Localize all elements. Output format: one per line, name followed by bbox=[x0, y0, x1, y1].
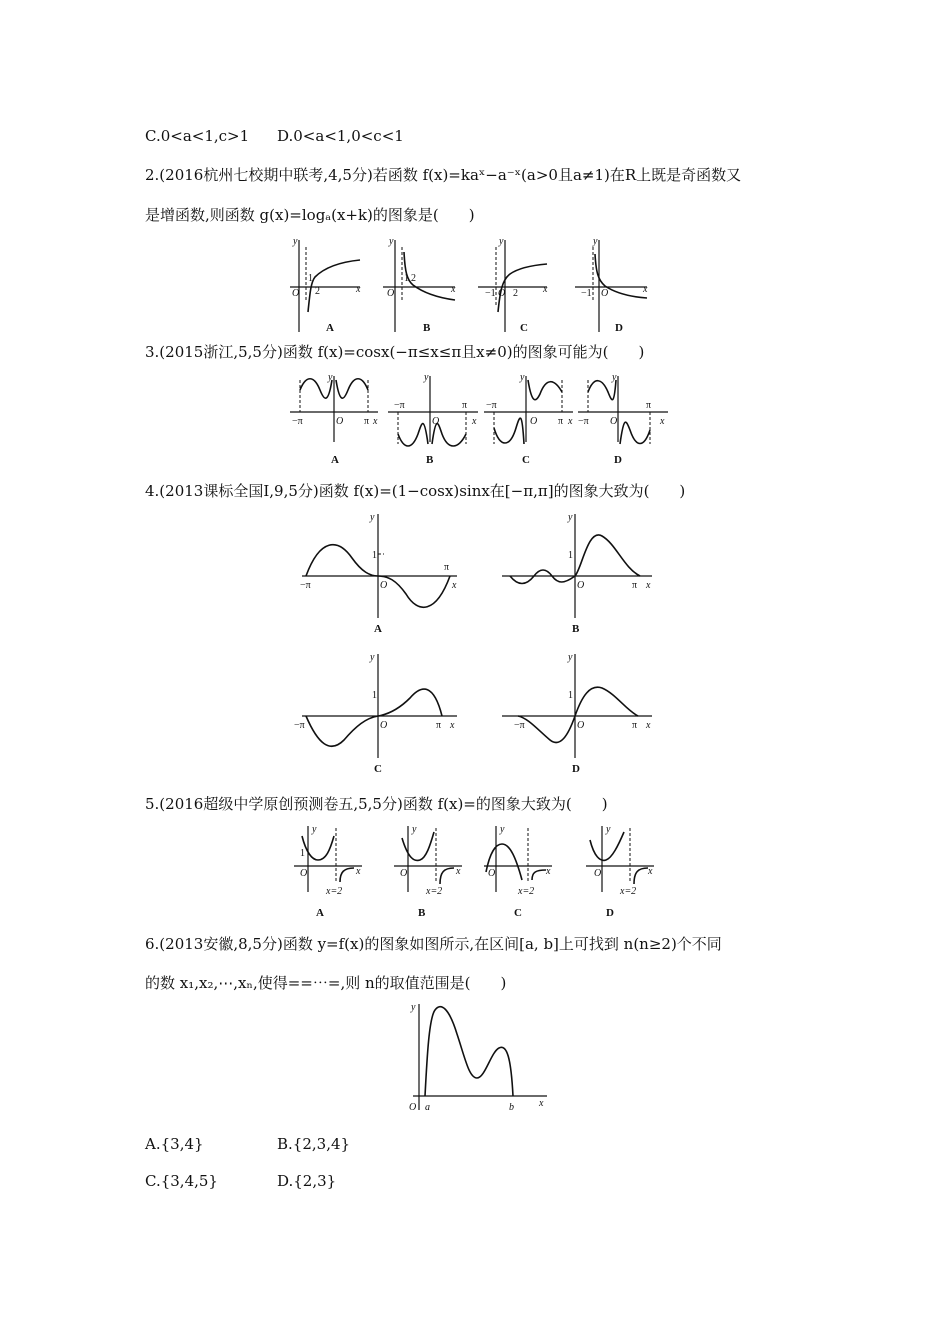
svg-text:x: x bbox=[472, 416, 477, 427]
svg-text:−π: −π bbox=[300, 580, 311, 591]
q1-option-d: D.0<a<1,0<c<1 bbox=[277, 127, 404, 145]
q2-label-a: A bbox=[326, 322, 334, 334]
q4-label-c: C bbox=[374, 763, 382, 775]
svg-text:π: π bbox=[444, 562, 450, 573]
q2-label-d: D bbox=[615, 322, 623, 334]
q4-stem-line1: 4.(2013课标全国Ⅰ,9,5分)函数 f(x)=(1−cosx)sinx在[−π,π]的图象大致为( ) bbox=[145, 482, 686, 500]
svg-text:y: y bbox=[500, 824, 505, 835]
q3-figure bbox=[288, 370, 668, 468]
q3-label-b: B bbox=[426, 454, 434, 466]
svg-text:O: O bbox=[577, 580, 585, 591]
q6-figure bbox=[405, 998, 555, 1118]
svg-text:y: y bbox=[370, 512, 375, 523]
q6-option-a: A.{3,4} bbox=[145, 1135, 204, 1153]
q4-graph-a bbox=[300, 512, 457, 635]
svg-text:1: 1 bbox=[372, 550, 377, 561]
svg-text:O: O bbox=[577, 720, 585, 731]
q3-label-d: D bbox=[614, 454, 622, 466]
svg-text:2: 2 bbox=[411, 273, 416, 284]
q2-label-c: C bbox=[520, 322, 528, 334]
q3-stem-line1: 3.(2015浙江,5,5分)函数 f(x)=cosx(−π≤x≤π且x≠0)的图象可能为( ) bbox=[145, 343, 645, 361]
svg-text:y: y bbox=[389, 236, 394, 247]
svg-text:O: O bbox=[601, 288, 609, 299]
q2-figure bbox=[285, 232, 675, 337]
q5-graph-c bbox=[484, 824, 552, 919]
q3-label-a: A bbox=[331, 454, 339, 466]
svg-text:−1: −1 bbox=[485, 288, 496, 299]
q5-label-c: C bbox=[514, 907, 522, 919]
svg-text:O: O bbox=[400, 868, 408, 879]
svg-text:1: 1 bbox=[404, 273, 409, 284]
svg-text:y: y bbox=[499, 236, 504, 247]
svg-text:y: y bbox=[293, 236, 298, 247]
q6-option-c: C.{3,4,5} bbox=[145, 1172, 218, 1190]
svg-text:x: x bbox=[568, 416, 573, 427]
q5-graph-b bbox=[394, 824, 462, 919]
svg-text:x: x bbox=[452, 580, 457, 591]
q6-option-d: D.{2,3} bbox=[277, 1172, 337, 1190]
svg-text:x: x bbox=[450, 720, 455, 731]
q3-graph-a bbox=[290, 372, 378, 466]
q4-graph-b bbox=[502, 512, 652, 635]
svg-text:y: y bbox=[411, 1002, 416, 1013]
svg-text:O: O bbox=[380, 720, 388, 731]
svg-text:x=2: x=2 bbox=[326, 886, 343, 897]
svg-text:x: x bbox=[660, 416, 665, 427]
q4-label-d: D bbox=[572, 763, 580, 775]
svg-text:y: y bbox=[606, 824, 611, 835]
svg-text:O: O bbox=[336, 416, 344, 427]
svg-text:y: y bbox=[412, 824, 417, 835]
q5-label-d: D bbox=[606, 907, 614, 919]
svg-text:x=2: x=2 bbox=[620, 886, 637, 897]
q2-stem-line2: 是增函数,则函数 g(x)=logₐ(x+k)的图象是( ) bbox=[145, 206, 475, 224]
svg-text:π: π bbox=[632, 580, 638, 591]
q2-label-b: B bbox=[423, 322, 431, 334]
q1-option-c: C.0<a<1,c>1 bbox=[145, 127, 250, 145]
svg-text:−π: −π bbox=[292, 416, 303, 427]
svg-text:1: 1 bbox=[372, 690, 377, 701]
svg-text:y: y bbox=[424, 372, 429, 383]
q3-label-c: C bbox=[522, 454, 530, 466]
q4-graph-c bbox=[294, 652, 457, 775]
q2-graph-c bbox=[478, 236, 548, 334]
svg-text:b: b bbox=[509, 1102, 514, 1113]
q5-label-b: B bbox=[418, 907, 426, 919]
q5-figure bbox=[290, 822, 670, 920]
svg-text:O: O bbox=[610, 416, 618, 427]
svg-text:−π: −π bbox=[394, 400, 405, 411]
svg-text:x: x bbox=[546, 866, 551, 877]
q3-graph-c bbox=[484, 372, 573, 466]
svg-text:O: O bbox=[387, 288, 395, 299]
q5-graph-d bbox=[586, 824, 654, 919]
svg-text:x: x bbox=[356, 284, 361, 295]
svg-text:y: y bbox=[593, 236, 598, 247]
q6-stem-line1: 6.(2013安徽,8,5分)函数 y=f(x)的图象如图所示,在区间[a, b]上可找到 n(n≥2)个不同 bbox=[145, 935, 722, 953]
svg-text:2: 2 bbox=[513, 288, 518, 299]
svg-text:x: x bbox=[646, 580, 651, 591]
svg-text:−π: −π bbox=[294, 720, 305, 731]
svg-text:1: 1 bbox=[568, 690, 573, 701]
svg-text:O: O bbox=[380, 580, 388, 591]
q3-graph-d bbox=[578, 372, 668, 466]
svg-text:1: 1 bbox=[568, 550, 573, 561]
svg-text:x: x bbox=[451, 284, 456, 295]
svg-text:y: y bbox=[328, 372, 333, 383]
q5-label-a: A bbox=[316, 907, 324, 919]
svg-text:x: x bbox=[646, 720, 651, 731]
svg-text:y: y bbox=[568, 512, 573, 523]
svg-text:x: x bbox=[356, 866, 361, 877]
q2-graph-b bbox=[383, 236, 456, 334]
q5-graph-a bbox=[294, 824, 362, 919]
svg-text:x: x bbox=[539, 1098, 544, 1109]
q3-graph-b bbox=[388, 372, 478, 466]
svg-text:x: x bbox=[456, 866, 461, 877]
q6-stem-line2: 的数 x₁,x₂,⋯,xₙ,使得==⋯=,则 n的取值范围是( ) bbox=[145, 974, 507, 992]
svg-text:x=2: x=2 bbox=[518, 886, 535, 897]
svg-text:π: π bbox=[558, 416, 564, 427]
svg-text:O: O bbox=[292, 288, 300, 299]
svg-text:1: 1 bbox=[300, 848, 305, 859]
q4-graph-d bbox=[502, 652, 652, 775]
svg-text:y: y bbox=[568, 652, 573, 663]
svg-text:O: O bbox=[409, 1102, 417, 1113]
svg-text:2: 2 bbox=[315, 286, 320, 297]
svg-text:O: O bbox=[488, 868, 496, 879]
svg-text:x: x bbox=[373, 416, 378, 427]
svg-text:O: O bbox=[432, 416, 440, 427]
q6-option-b: B.{2,3,4} bbox=[277, 1135, 351, 1153]
svg-text:a: a bbox=[425, 1102, 430, 1113]
svg-text:π: π bbox=[462, 400, 468, 411]
svg-text:−π: −π bbox=[514, 720, 525, 731]
svg-text:x: x bbox=[648, 866, 653, 877]
q4-label-b: B bbox=[572, 623, 580, 635]
svg-text:y: y bbox=[312, 824, 317, 835]
svg-text:y: y bbox=[370, 652, 375, 663]
svg-text:y: y bbox=[520, 372, 525, 383]
svg-text:−π: −π bbox=[578, 416, 589, 427]
svg-text:x: x bbox=[543, 284, 548, 295]
svg-text:π: π bbox=[646, 400, 652, 411]
svg-text:−1: −1 bbox=[581, 288, 592, 299]
svg-text:O: O bbox=[530, 416, 538, 427]
svg-text:y: y bbox=[612, 372, 617, 383]
q4-figure bbox=[292, 508, 662, 778]
q2-stem-line1: 2.(2016杭州七校期中联考,4,5分)若函数 f(x)=kaˣ−a⁻ˣ(a>0且a≠1)在R上既是奇函数又 bbox=[145, 166, 742, 184]
svg-text:π: π bbox=[632, 720, 638, 731]
svg-text:x: x bbox=[643, 284, 648, 295]
svg-text:O: O bbox=[300, 868, 308, 879]
q4-label-a: A bbox=[374, 623, 382, 635]
svg-text:O: O bbox=[594, 868, 602, 879]
svg-text:π: π bbox=[436, 720, 442, 731]
q2-graph-d bbox=[575, 236, 648, 334]
svg-text:1: 1 bbox=[308, 273, 313, 284]
svg-text:x=2: x=2 bbox=[426, 886, 443, 897]
q5-stem-line1: 5.(2016超级中学原创预测卷五,5,5分)函数 f(x)=的图象大致为( ) bbox=[145, 795, 608, 813]
q2-graph-a bbox=[290, 236, 361, 334]
svg-text:−π: −π bbox=[486, 400, 497, 411]
svg-text:O: O bbox=[498, 288, 506, 299]
svg-text:π: π bbox=[364, 416, 370, 427]
